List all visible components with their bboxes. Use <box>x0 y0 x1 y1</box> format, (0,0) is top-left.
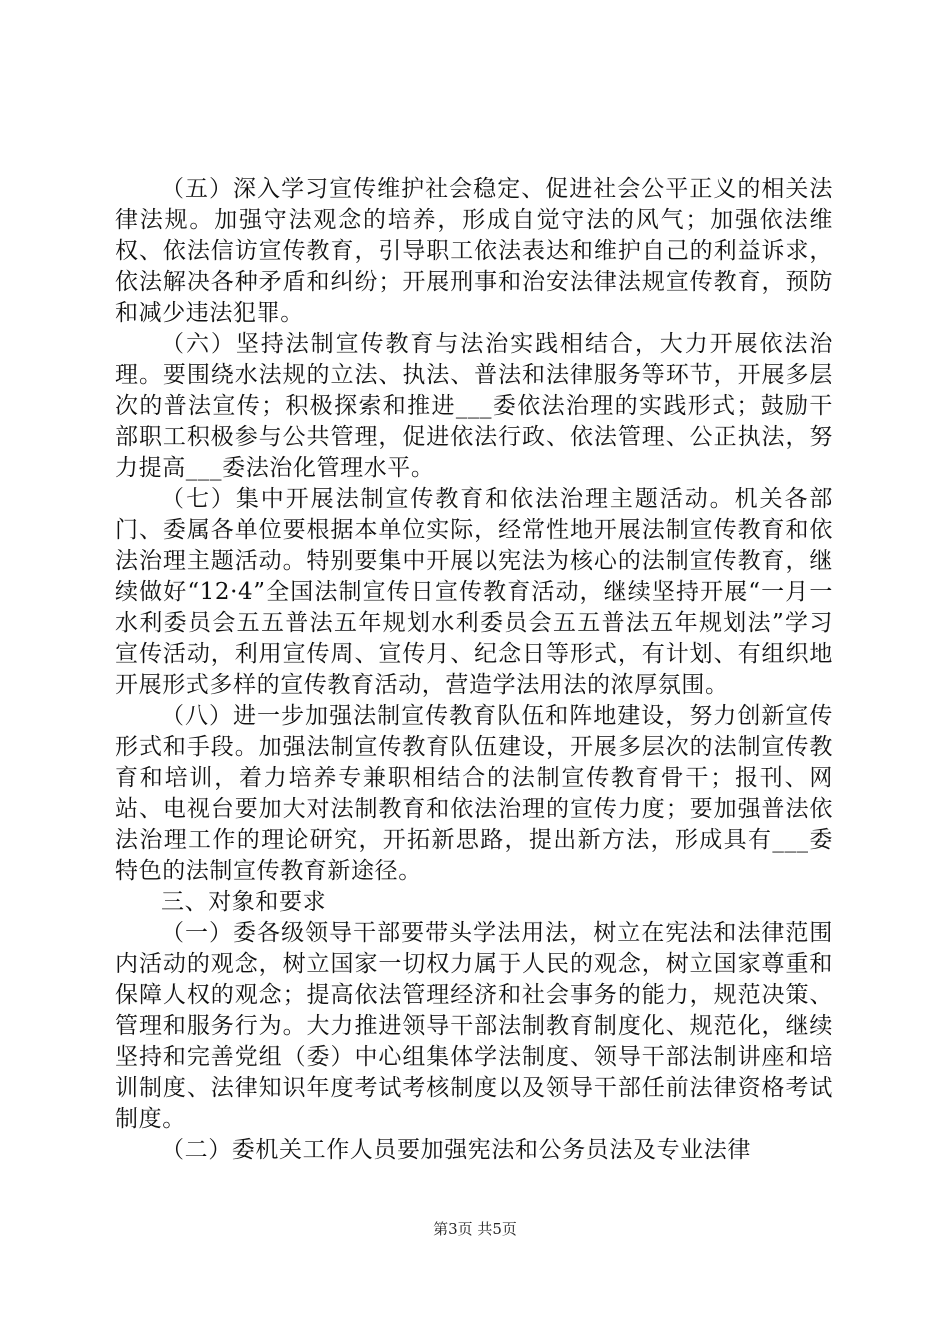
paragraph-8: （八）进一步加强法制宣传教育队伍和阵地建设，努力创新宣传形式和手段。加强法制宣传教育队伍建设，开展多层次的法制宣传教育和培训，着力培养专兼职相结合的法制宣传教育骨干；报刊、网站、电视台要加大对法制教育和依法治理的宣传力度；要加强普法依法治理工作的理论研究，开拓新思路，提出新方法，形成具有___委特色的法制宣传教育新途径。 <box>115 703 833 884</box>
paragraph-5: （五）深入学习宣传维护社会稳定、促进社会公平正义的相关法律法规。加强守法观念的培养，形成自觉守法的风气；加强依法维权、依法信访宣传教育，引导职工依法表达和维护自己的利益诉求，依法解决各种矛盾和纠纷；开展刑事和治安法律法规宣传教育，预防和减少违法犯罪。 <box>115 176 833 326</box>
paragraph-7: （七）集中开展法制宣传教育和依法治理主题活动。机关各部门、委属各单位要根据本单位实际，经常性地开展法制宣传教育和依法治理主题活动。特别要集中开展以宪法为核心的法制宣传教育，继续做好“12·4”全国法制宣传日宣传教育活动，继续坚持开展“一月一水利委员会五五普法五年规划水利委员会五五普法五年规划法”学习宣传活动，利用宣传周、宣传月、纪念日等形式，有计划、有组织地开展形式多样的宣传教育活动，营造学法用法的浓厚氛围。 <box>115 486 833 698</box>
document-body <box>115 174 833 1166</box>
page-footer: 第3页 共5页 <box>433 1220 517 1238</box>
paragraph-requirement-2: （二）委机关工作人员要加强宪法和公务员法及专业法律 <box>161 1137 751 1163</box>
paragraph-requirement-1: （一）委各级领导干部要带头学法用法，树立在宪法和法律范围内活动的观念，树立国家一切权力属于人民的观念，树立国家尊重和保障人权的观念；提高依法管理经济和社会事务的能力，规范决策、管理和服务行为。大力推进领导干部法制教育制度化、规范化，继续坚持和完善党组（委）中心组集体学法制度、领导干部法制讲座和培训制度、法律知识年度考试考核制度以及领导干部任前法律资格考试制度。 <box>115 920 833 1132</box>
section-heading: 三、对象和要求 <box>161 889 327 915</box>
paragraph-6: （六）坚持法制宣传教育与法治实践相结合，大力开展依法治理。要围绕水法规的立法、执法、普法和法律服务等环节，开展多层次的普法宣传；积极探索和推进___委依法治理的实践形式；鼓励干部职工积极参与公共管理，促进依法行政、依法管理、公正执法，努力提高___委法治化管理水平。 <box>115 331 833 481</box>
